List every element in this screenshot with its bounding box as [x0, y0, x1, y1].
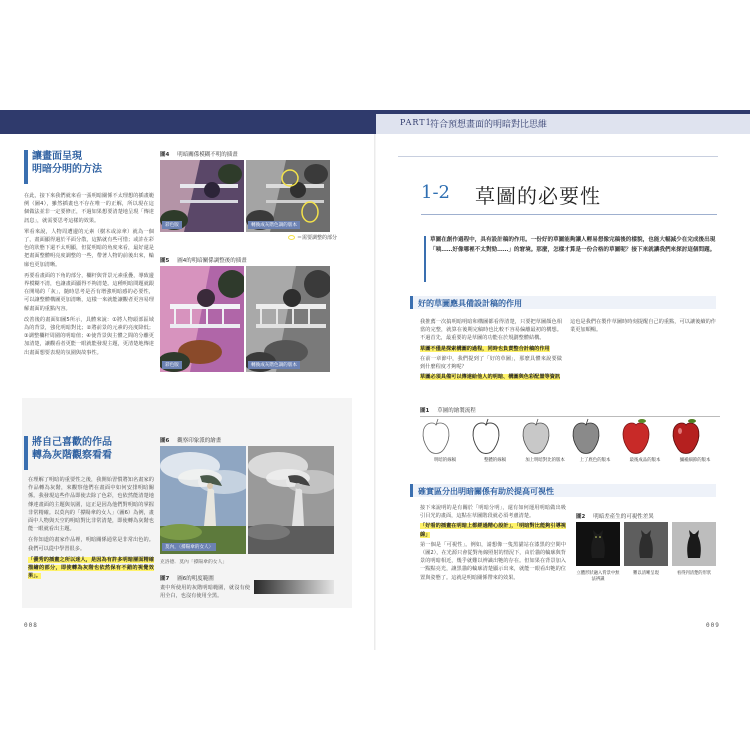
fig6-label: 圖6	[160, 438, 170, 444]
fig6-gray-painting	[248, 446, 334, 554]
left-section1-title-line2: 明暗分明的方法	[32, 164, 102, 175]
right-page-number: 009	[706, 622, 720, 629]
fig2-tag-1: 立體形狀融入背景中無法辨識	[576, 571, 620, 582]
section2-heading-bar	[24, 436, 28, 470]
right-section1-paragraph1: 我推薦一次搞明暗明暗和構圖都看得清楚，只要把草圖顏色相當的完整，就算在後期完稿時也比較不容易偏離最初的構想。不過首先，最重要的是草圖的功能在於規劃整體結構。	[420, 319, 562, 342]
left-section1-title-line1: 讓畫面呈現	[32, 151, 82, 162]
left-section2-highlight: 「優秀的插畫之所以迷人，是因為有許多明暗層面精確描繪的部分，即使轉為灰階也依然保有不錯的視覺效果」。	[28, 556, 154, 580]
fig2-tag-3: 看得到清楚的形狀	[676, 571, 712, 576]
fig5-gray-illustration	[246, 266, 330, 372]
cat-light-icon	[672, 522, 716, 566]
highlight-circle-icon	[288, 235, 295, 240]
fig2-label: 圖2	[576, 514, 586, 520]
fig4-color-image	[160, 160, 244, 232]
fig7-desc: 畫中所使用的灰階明暗範圍，就沒有使用全白，也沒有使用全黑。	[160, 585, 250, 600]
left-section1-paragraph1: 在此，接下來我們就來看一張明暗關係不太理想的插畫範例（圖4），雖然插畫也不存在唯一的正解，所以現在這個做法並非一定要修正，不過如果想要清楚地呈現「傳達訊息」，就需要思考這樣的效果。	[24, 193, 154, 224]
fig4-gray-image	[246, 160, 330, 232]
cat-panel-light	[672, 522, 716, 566]
fig5-label: 圖5	[160, 258, 170, 264]
right-section2-highlight: 「好看的插畫在明暗上都經過精心設計」，「明暗對比能夠引導視線」	[420, 523, 566, 538]
part-title: 符合預想畫面的明暗對比思維	[430, 120, 548, 130]
right-section1-highlight1: 草圖不僅是探索構圖的過程，同時也負責整合計稿的作用	[420, 345, 550, 352]
fig1-step-5: 最後成品的版本	[629, 458, 661, 463]
fig6-caption: 觀察印象派的繪畫	[177, 438, 222, 444]
fig2-tags	[576, 570, 716, 582]
fig1-step-2: 整體的線稿	[484, 458, 506, 463]
fig2-label-row	[576, 512, 654, 520]
left-section2-body	[28, 476, 154, 580]
apple-outline-1	[423, 419, 449, 454]
fig1-step-3: 加上明暗對比的版本	[525, 458, 565, 463]
fig1-caption: 草圖的繪製流程	[437, 408, 476, 414]
fig5-tag-color: 彩色版	[162, 361, 182, 369]
fig7-label-row	[160, 574, 214, 582]
fig1-step-1: 明暗的線稿	[434, 458, 456, 463]
fig7-label: 圖7	[160, 576, 170, 582]
apple-gray-1	[523, 419, 549, 454]
fig5-tag-gray: 轉換成灰階色調的版本	[248, 361, 300, 369]
fig4-note	[288, 234, 337, 241]
left-section1-paragraph3: 再要看畫面的下角的部分，欄杆與背景元素重疊，導致邊界模糊不清，也讓畫面顯得不夠清楚。這種明暗問題就跟在開場的「灰」，隨時思考是否有增強明暗感的必要性，可以讓整體構圖更加清晰，這樣一來就能讓觀者更容易理解畫面的重點內容。	[24, 272, 154, 312]
fig4-tag-gray: 轉換成灰階色調的版本	[248, 221, 300, 229]
cat-panel-mid	[624, 522, 668, 566]
right-section2-paragraph2: 第一個是「可視性」。例如，請想像一隻黑貓站在漆黑的空間中（圖2），在光源只會從對角線照射的情況下，由於貓的輪廓與背景的明暗相近，幾乎就難以辨識出牠的存在。但如果在背景加入一點點亮光，讓黑貓的輪廓清楚顯示出來，就能一眼看出牠的位置與姿態了。這就是明暗關係帶來的效果。	[420, 541, 566, 581]
part-label: PART1	[400, 118, 432, 127]
fig5-caption: 圖4的明暗關係調整後的插畫	[177, 258, 247, 264]
right-section1-paragraph2: 在前一章節中，我們提到了「好的草圖」，那麼具體來說要做到什麼程度才夠呢？	[420, 355, 562, 371]
right-section1-col1	[420, 318, 562, 381]
fig4-label-row	[160, 150, 238, 158]
fig1-label-row	[420, 406, 476, 414]
fig4-label: 圖4	[160, 152, 170, 158]
apple-gray-2	[573, 419, 599, 454]
fig6-gray-image	[248, 446, 334, 554]
fig6-tag: 莫內，〈撐陽傘的女人〉	[162, 543, 216, 551]
left-page-number: 008	[24, 622, 38, 629]
fig1-apple-row	[420, 416, 720, 470]
left-section2-paragraph1: 在理解了明暗的重要性之後，我開始習慣將知名畫家的作品轉為灰階，來觀察他們在畫面中如何安排明暗關係。我發現這些作品即使去除了色彩，也依然能清楚地傳達畫面的主題與氛圍，這正是因為他們對明暗的掌握非常精確。以莫內的「撐陽傘的女人」（圖6）為例，畫面中人物與天空的明暗對比非常清楚，即使轉為灰階也能一眼就看出主題。	[28, 477, 154, 533]
right-section1-paragraph3: 這也是我們在製作草圖時時刻提醒自己的重點，可以讓後續的作業更加順暢。	[570, 319, 716, 334]
fig6-color-image	[160, 446, 246, 554]
section1-heading-bar	[24, 150, 28, 184]
right-section1-highlight2: 草圖必須具備可以傳達給他人的明暗、構圖與色彩配置等資訊	[420, 374, 561, 381]
cat-dark-icon	[576, 522, 620, 566]
cat-panel-dark	[576, 522, 620, 566]
fig1-label: 圖1	[420, 408, 430, 414]
left-section2-title-line2: 轉為灰階觀察看看	[32, 450, 112, 461]
fig2-caption: 明暗差產生的可視性差異	[593, 514, 654, 520]
left-section1-title	[32, 150, 102, 176]
fig6-source: 克洛德．莫內「撐陽傘的女人」	[160, 560, 228, 565]
right-top-divider	[398, 156, 718, 157]
apple-red-1	[623, 419, 649, 454]
chapter-title: 草圖的必要性	[475, 184, 601, 208]
fig6-color-painting	[160, 446, 246, 554]
left-section1-body	[24, 192, 154, 357]
chapter-intro: 草圖在創作過程中，具有設計稿的作用。一份好的草圖能夠讓人輕易想像完稿後的樣貌，也能大幅減少在完成後出現「咦……好像哪裡不太對勁……」的窘境。那麼，怎樣才算是一份合格的草圖呢？接下來就讓我們來探討這個問題。	[430, 237, 716, 253]
fig5-gray-image	[246, 266, 330, 372]
fig6-label-row	[160, 436, 221, 444]
left-section1-paragraph4: 改善後的畫面如圖5所示，具體來說：①將人物頭部區域為的背景，強化明暗對比；②將前景的元素的亮度降低；③調整欄杆周圍的明暗值；④使背景與主體之間的分離更加清楚，讓觀看者更能一眼就能發現主題，更清楚地傳達出畫面想要表現的氛圍與故事性。	[24, 316, 154, 356]
left-section2-title	[32, 436, 112, 462]
fig2-cat-row	[576, 522, 716, 566]
fig1-step-4: 上了底色的版本	[579, 458, 611, 463]
fig2-tag-2: 難以清晰呈現	[633, 571, 659, 576]
fig5-color-image	[160, 266, 244, 372]
right-section2-title: 確實區分出明暗關係有助於提高可視性	[418, 487, 554, 496]
left-section1-paragraph2: 單看來說，人物周遭邊的元素（樹木或涼傘）就為一個了，畫面顯得過於平面分散，這點就有些可惜；或許在彩色的狀態下還不太明顯，但從明暗的角度來看，最好還是把畫面整體明亮度調整的一些，帶著人物的前後出來，輪廓也更加清晰。	[24, 228, 154, 268]
right-section1-title: 好的草圖應具備設計稿的作用	[418, 299, 522, 308]
cat-mid-icon	[624, 522, 668, 566]
right-section2-body	[420, 504, 566, 582]
fig7-caption: 圖6的明度範圍	[177, 576, 214, 582]
left-section2-paragraph2: 在你知道的畫家作品裡，明暗關係通常是非常出色的。我們可以從中學習很多。	[28, 537, 154, 552]
fig1-apples	[420, 417, 720, 457]
chapter-underline	[421, 214, 717, 215]
page-gutter	[374, 134, 376, 650]
fig4-tag-color: 彩色版	[162, 221, 182, 229]
left-section2-title-line1: 將自己喜歡的作品	[32, 437, 112, 448]
fig4-note-text: ＝需要調整的部分	[297, 235, 338, 241]
intro-bar	[424, 236, 426, 282]
chapter-number: 1-2	[421, 182, 450, 203]
apple-red-2	[673, 419, 699, 454]
fig1-step-6: 彌補細節的版本	[679, 458, 711, 463]
fig1-step-labels	[420, 457, 720, 463]
apple-outline-2	[473, 419, 499, 454]
fig4-caption: 明暗關係模糊不明的插畫	[177, 152, 238, 158]
fig5-label-row	[160, 256, 247, 264]
right-section2-paragraph1: 接下來說明的是有關於「明暗分明」，還有如何運用明暗做出吸引目光的畫面，這點在草圖階段就必須考慮清楚。	[420, 505, 566, 520]
fig7-gradient-bar	[254, 580, 334, 594]
fig5-color-illustration	[160, 266, 244, 372]
